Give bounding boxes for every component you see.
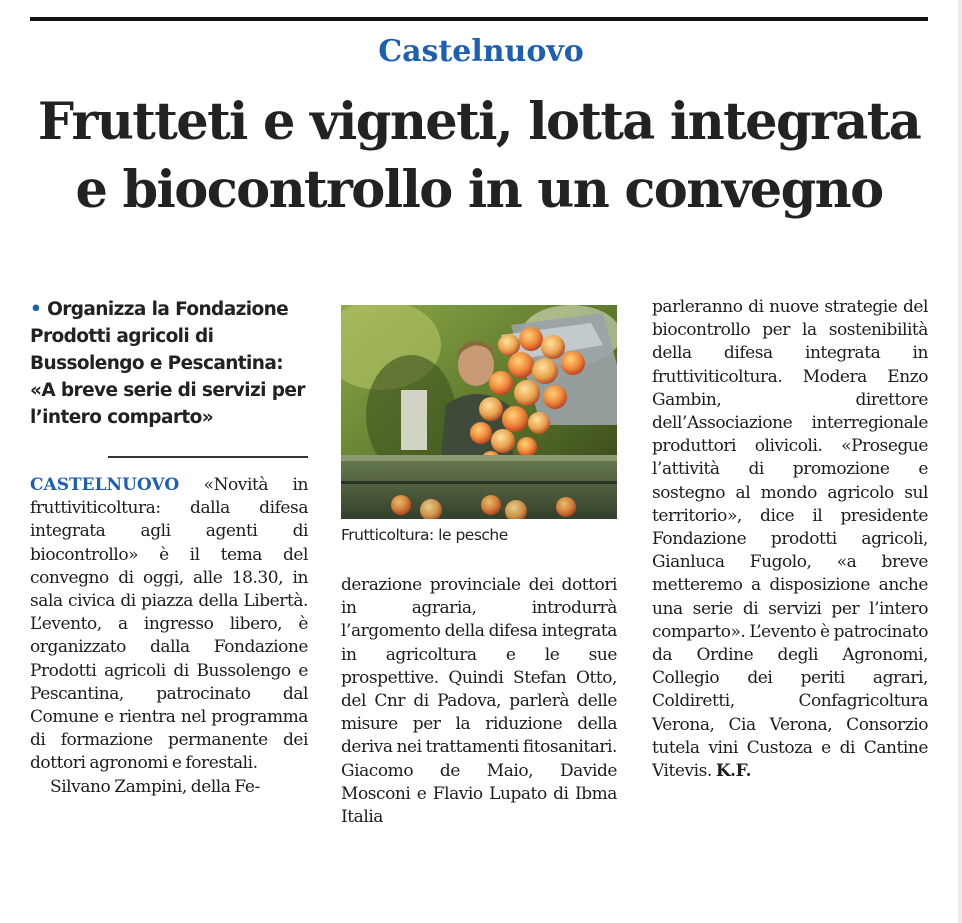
subheadline bbox=[30, 296, 308, 431]
article-paragraph-2: Silvano Zampini, della Fe- bbox=[50, 776, 260, 797]
subheadline-divider bbox=[108, 456, 308, 458]
subheadline-text: Organizza la Fondazione Prodotti agricoli di Bussolengo e Pescantina: «A breve serie di servizi per l’intero comparto» bbox=[30, 299, 305, 428]
author-initials: K.F. bbox=[715, 761, 752, 782]
article-column-1 bbox=[30, 474, 308, 799]
page-edge bbox=[958, 0, 962, 923]
headline bbox=[30, 88, 928, 224]
dateline: CASTELNUOVO bbox=[30, 475, 180, 495]
article-column-2 bbox=[341, 574, 617, 829]
article-column-3 bbox=[652, 296, 928, 783]
article-column-2-text: derazione provinciale dei dottori in agraria, introdurrà l’argomento della difesa integrata in agricoltura e le sue prospettive. Quindi Stefan Otto, del Cnr di Padova, parlerà delle misure per la riduzione della deriva nei trattamenti fitosanitari. Giacomo de Maio, Davide Mosconi e Flavio Lupato di Ibma Italia bbox=[341, 575, 617, 828]
lead-text: «Novità in fruttiviticoltura: dalla difesa integrata agli agenti di biocontrollo» è il tema del convegno di oggi, alle 18.30, in sala civica di piazza della Libertà. L’evento, a ingresso libero, è organizzato dalla Fondazione Prodotti agricoli di Bussolengo e Pescantina, patrocinato dal Comune e rientra nel programma di formazione permanente dei dottori agronomi e forestali. bbox=[30, 475, 308, 774]
article-column-3-text: parleranno di nuove strategie del biocontrollo per la sostenibilità della difesa integrata in fruttiviticoltura. Modera Enzo Gambin, direttore dell’Associazione interregionale produttori olivicoli. «Prosegue l’attività di promozione e sostegno al mondo agricolo sul territorio», dice il presidente Fondazione prodotti agricoli, Gianluca Fugolo, «a breve metteremo a disposizione anche una serie di servizi per l’intero comparto». L’evento è patrocinato da Ordine degli Agronomi, Collegio dei periti agrari, Coldiretti, Confagricoltura Verona, Cia Verona, Consorzio tutela vini Custoza e di Cantine Vitevis. bbox=[652, 297, 928, 782]
article-lead-paragraph bbox=[30, 474, 308, 776]
subheadline-bullet: • bbox=[30, 299, 42, 320]
top-rule bbox=[30, 17, 928, 21]
headline-line-1: Frutteti e vigneti, lotta integrata bbox=[37, 92, 921, 152]
photo-caption: Frutticoltura: le pesche bbox=[341, 526, 508, 544]
section-label: Castelnuovo bbox=[378, 34, 584, 69]
headline-line-2: e biocontrollo in un convegno bbox=[75, 160, 883, 220]
peaches-photo bbox=[341, 305, 617, 519]
article-column-3-paragraph bbox=[652, 296, 928, 783]
